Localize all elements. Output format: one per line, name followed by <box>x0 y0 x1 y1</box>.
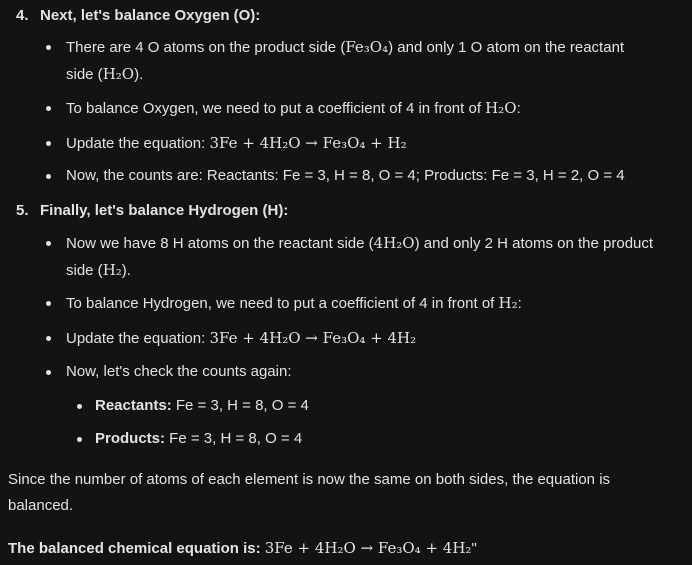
step-4-bullet-3 <box>66 132 407 155</box>
final-equation-line <box>8 537 477 560</box>
text: side ( <box>66 262 103 279</box>
formula: Fe₃O₄ <box>345 38 389 56</box>
text: " <box>471 540 477 557</box>
conclusion-line-2: balanced. <box>8 497 74 514</box>
text: ) and only 2 H atoms on the product <box>414 235 654 252</box>
text: Now we have 8 H atoms on the reactant side ( <box>66 235 374 252</box>
step-5-bullet-1-line-2 <box>66 259 131 282</box>
label: Products: <box>95 430 166 447</box>
text: Update the equation: <box>66 135 210 152</box>
sub-bullet-reactants <box>95 395 309 417</box>
step-4-bullet-4: Now, the counts are: Reactants: Fe = 3, H = 8, O = 4; Products: Fe = 3, H = 2, O = 4 <box>66 167 625 184</box>
step-5-number: 5. <box>16 202 29 219</box>
text: : <box>517 295 522 312</box>
conclusion-line-1: Since the number of atoms of each element is now the same on both sides, the equation is <box>8 471 611 488</box>
bullet <box>46 336 51 341</box>
label: The balanced chemical equation is: <box>8 540 265 557</box>
equation: 3Fe + 4H₂O → Fe₃O₄ + 4H₂ <box>209 329 417 347</box>
formula: H₂O <box>485 99 517 117</box>
label: Reactants: <box>95 397 172 414</box>
step-4-bullet-2 <box>66 97 521 120</box>
bullet <box>46 370 51 375</box>
text: ). <box>121 262 131 279</box>
step-5-bullet-2 <box>66 292 522 315</box>
text: ) and only 1 O atom on the reactant <box>388 39 625 56</box>
sub-bullet-products <box>95 428 302 450</box>
text: side ( <box>66 66 103 83</box>
equation: 3Fe + 4H₂O → Fe₃O₄ + H₂ <box>209 134 407 152</box>
text: : <box>516 100 521 117</box>
step-5-bullet-3 <box>66 327 416 350</box>
bullet <box>46 241 51 246</box>
step-5-bullet-1-line-1 <box>66 232 653 255</box>
step-5-title: Finally, let's balance Hydrogen (H): <box>40 202 289 219</box>
formula: H₂ <box>102 261 122 279</box>
bullet <box>46 106 51 111</box>
equation: 3Fe + 4H₂O → Fe₃O₄ + 4H₂ <box>264 539 472 557</box>
step-4-title: Next, let's balance Oxygen (O): <box>40 7 261 24</box>
step-4-bullet-1-line-2 <box>66 63 143 86</box>
text: There are 4 O atoms on the product side ( <box>66 39 346 56</box>
bullet <box>77 437 82 442</box>
bullet <box>77 404 82 409</box>
bullet <box>46 301 51 306</box>
step-5-bullet-4: Now, let's check the counts again: <box>66 363 292 380</box>
text: To balance Hydrogen, we need to put a coefficient of 4 in front of <box>66 295 499 312</box>
text: Fe = 3, H = 8, O = 4 <box>165 430 303 447</box>
formula: H₂O <box>102 65 135 83</box>
text: Fe = 3, H = 8, O = 4 <box>171 397 309 414</box>
step-4-number: 4. <box>16 7 29 24</box>
text: ). <box>134 66 144 83</box>
text: To balance Oxygen, we need to put a coefficient of 4 in front of <box>66 100 486 117</box>
formula: H₂ <box>498 294 518 312</box>
formula: 4H₂O <box>373 234 415 252</box>
text: Update the equation: <box>66 330 210 347</box>
bullet <box>46 141 51 146</box>
bullet <box>46 174 51 179</box>
bullet <box>46 45 51 50</box>
step-4-bullet-1-line-1 <box>66 36 624 59</box>
